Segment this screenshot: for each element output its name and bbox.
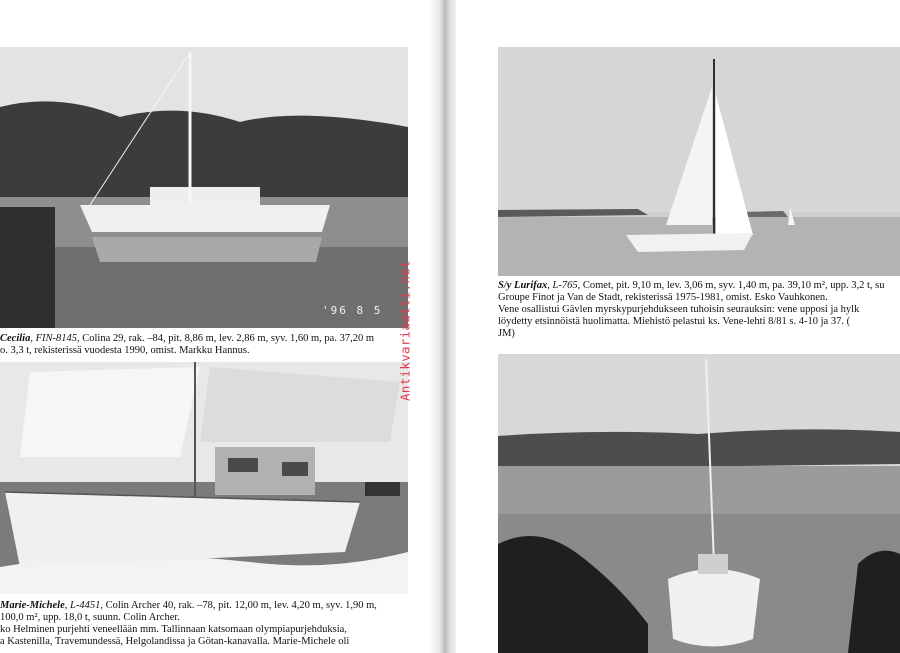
caption-cecilia bbox=[0, 333, 408, 357]
boat-name: S/y Lurifax bbox=[498, 280, 548, 291]
photo-cecilia bbox=[0, 47, 408, 328]
caption-line: o. 3,3 t, rekisterissä vuodesta 1990, omist. Markku Hannus. bbox=[0, 345, 250, 356]
right-page bbox=[456, 0, 900, 653]
caption-line: Marie-Michele, L-4451, Colin Archer 40, rak. –78, pit. 12,00 m, lev. 4,20 m, syv. 1,90 m, bbox=[0, 600, 377, 611]
date-stamp: '96 8 5 bbox=[322, 304, 383, 317]
photo-marie-michele bbox=[0, 362, 408, 594]
watermark bbox=[398, 250, 412, 410]
boat-name: Cecilia bbox=[0, 333, 31, 344]
caption-specs: , Colin Archer 40, rak. –78, pit. 12,00 m, lev. 4,20 m, syv. 1,90 m, bbox=[100, 600, 377, 611]
caption-line: löydetty etsinnöistä huolimatta. Miehistö pelastui ks. Vene-lehti 8/81 s. 4-10 ja 37. ( bbox=[498, 316, 851, 327]
caption-specs: , Colina 29, rak. –84, pit. 8,86 m, lev. 2,86 m, syv. 1,60 m, pa. 37,20 m bbox=[77, 333, 374, 344]
caption-line: JM) bbox=[498, 328, 515, 339]
caption-marie-michele bbox=[0, 600, 408, 648]
caption-line: Cecilia, FIN-8145, Colina 29, rak. –84, pit. 8,86 m, lev. 2,86 m, syv. 1,60 m, pa. 37,20 m bbox=[0, 333, 374, 344]
watermark-text: Antikvariaatti.net bbox=[397, 260, 413, 401]
registration: L-765 bbox=[552, 280, 578, 291]
caption-line: 100,0 m², upp. 18,0 t, suunn. Colin Archer. bbox=[0, 612, 180, 623]
registration: L-4451 bbox=[70, 600, 101, 611]
caption-line: a Kastenilla, Travemundessä, Helgolandissa ja Götan-kanavalla. Marie-Michele oli bbox=[0, 636, 350, 647]
registration: FIN-8145 bbox=[35, 333, 77, 344]
caption-line: Groupe Finot ja Van de Stadt, rekisterissä 1975-1981, omist. Esko Vauhkonen. bbox=[498, 292, 828, 303]
caption-lurifax bbox=[498, 280, 900, 340]
caption-line: ko Helminen purjehti veneellään mm. Tallinnaan katsomaan olympiapurjehduksia, bbox=[0, 624, 347, 635]
photo-lurifax bbox=[498, 47, 900, 276]
caption-line: S/y Lurifax, L-765, Comet, pit. 9,10 m, lev. 3,06 m, syv. 1,40 m, pa. 39,10 m², upp. 3,2 t, su bbox=[498, 280, 885, 291]
boat-name: Marie-Michele bbox=[0, 600, 65, 611]
photo-moored-sailboat bbox=[498, 354, 900, 653]
caption-line: Vene osallistui Gävlen myrskypurjehdukseen tuhoisin seurauksin: vene upposi ja hylk bbox=[498, 304, 860, 315]
left-page bbox=[0, 0, 436, 653]
caption-specs: , Comet, pit. 9,10 m, lev. 3,06 m, syv. 1,40 m, pa. 39,10 m², upp. 3,2 t, su bbox=[577, 280, 885, 291]
